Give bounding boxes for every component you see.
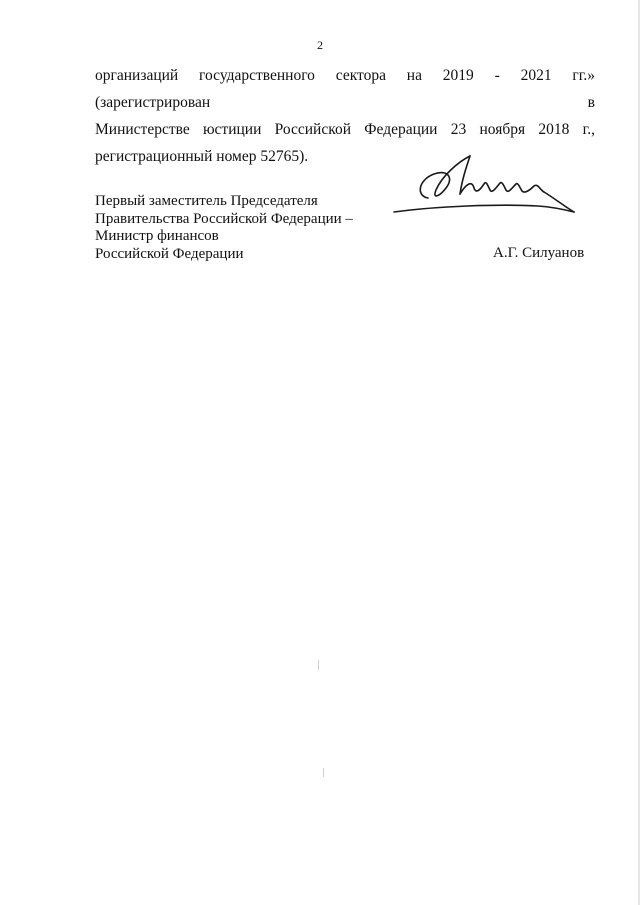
paragraph-line: Министерстве юстиции Российской Федерации 23 ноября 2018 г., xyxy=(95,121,595,138)
scan-artifact xyxy=(323,768,324,777)
signatory-title-line: Российской Федерации xyxy=(95,245,244,262)
signer-name: А.Г. Силуанов xyxy=(493,245,585,261)
signatory-title xyxy=(95,193,353,263)
signatory-title-line: Министр финансов xyxy=(95,228,219,244)
signatory-title-line: Правительства Российской Федерации – xyxy=(95,210,353,227)
paragraph-line: регистрационный номер 52765). xyxy=(95,148,309,165)
handwritten-signature xyxy=(388,150,583,225)
signatory-title-line: Первый заместитель Председателя xyxy=(95,193,318,209)
paragraph-line: организаций государственного сектора на 2019 - 2021 гг.» (зарегистрирован в xyxy=(95,67,595,111)
page-number: 2 xyxy=(317,38,323,52)
scan-artifact xyxy=(318,660,319,670)
